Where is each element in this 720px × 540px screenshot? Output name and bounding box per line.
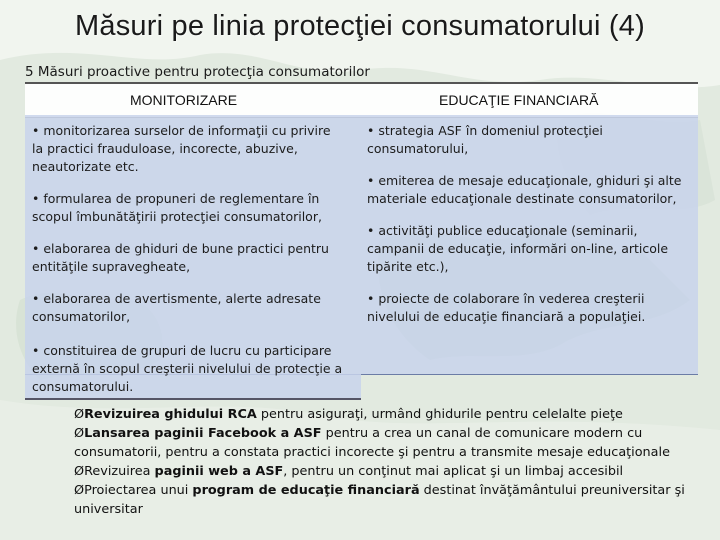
left-item-avertismente: • elaborarea de avertismente, alerte adresate consumatorilor,: [32, 291, 321, 324]
arrow-bullet-icon: Ø: [74, 426, 85, 441]
arrow-bullet-icon: Ø: [74, 483, 85, 498]
bottom-item-program-educatie: [74, 481, 694, 519]
left-item-propuneri-reglementare: • formularea de propuneri de reglementare în scopul îmbunătăţirii protecţiei consumatorilor,: [32, 191, 322, 224]
header-educatie-financiara: EDUCAŢIE FINANCIARĂ: [439, 92, 599, 108]
bottom-item-bold: Revizuirea ghidului RCA: [84, 407, 257, 422]
left-item-grupuri-lucru: • constituirea de grupuri de lucru cu participare externă în scopul creşterii nivelului de protecţie a consumatorului.: [32, 343, 343, 394]
bottom-item-text: , pentru un conţinut mai aplicat şi un limbaj accesibil: [283, 464, 624, 479]
right-item-strategia-asf: • strategia ASF în domeniul protecţiei consumatorului,: [367, 123, 603, 156]
right-item-activitati-publice: • activităţi publice educaţionale (seminarii, campanii de educaţie, informări on-line, articole tipărite etc.),: [367, 223, 669, 274]
bottom-item-pagina-web: [74, 462, 694, 481]
right-item-mesaje-educationale: • emiterea de mesaje educaţionale, ghiduri şi alte materiale educaţionale destinate consumatorilor,: [367, 173, 682, 206]
bottom-item-bold: paginii web a ASF: [154, 464, 284, 479]
bottom-item-pre: Proiectarea unui: [84, 483, 193, 498]
arrow-bullet-icon: Ø: [74, 464, 85, 479]
left-item-monitorizare-surse: • monitorizarea surselor de informaţii cu privire la practici frauduloase, incorecte, abuzive, neautorizate etc.: [32, 123, 331, 174]
slide-title: Măsuri pe linia protecţiei consumatorului (4): [75, 10, 645, 42]
table-header: [25, 82, 698, 118]
bottom-item-ghid-rca: [74, 405, 694, 424]
bottom-item-bold: Lansarea paginii Facebook a ASF: [84, 426, 322, 441]
right-item-proiecte-colaborare: • proiecte de colaborare în vederea creşterii nivelului de educaţie financiară a populaţiei.: [367, 291, 646, 324]
bottom-item-text: destinat învăţământului preuniversitar şi universitar: [74, 483, 685, 517]
bottom-item-facebook: [74, 424, 694, 462]
bottom-item-bold: program de educaţie financiară: [192, 483, 420, 498]
bottom-item-text: pentru a crea un canal de comunicare modern cu consumatorii, pentru a constata practici incorecte şi pentru a transmite mesaje educaţionale: [74, 426, 670, 460]
header-monitorizare: MONITORIZARE: [130, 92, 238, 108]
left-item-ghiduri-bune-practici: • elaborarea de ghiduri de bune practici pentru entităţile supravegheate,: [32, 241, 329, 274]
bottom-measures-list: [74, 405, 694, 519]
bottom-item-pre: Revizuirea: [84, 464, 155, 479]
slide-subtitle: 5 Măsuri proactive pentru protecţia consumatorilor: [25, 64, 370, 80]
arrow-bullet-icon: Ø: [74, 407, 85, 422]
bottom-item-text: pentru asiguraţi, urmând ghidurile pentru celelalte pieţe: [256, 407, 623, 422]
